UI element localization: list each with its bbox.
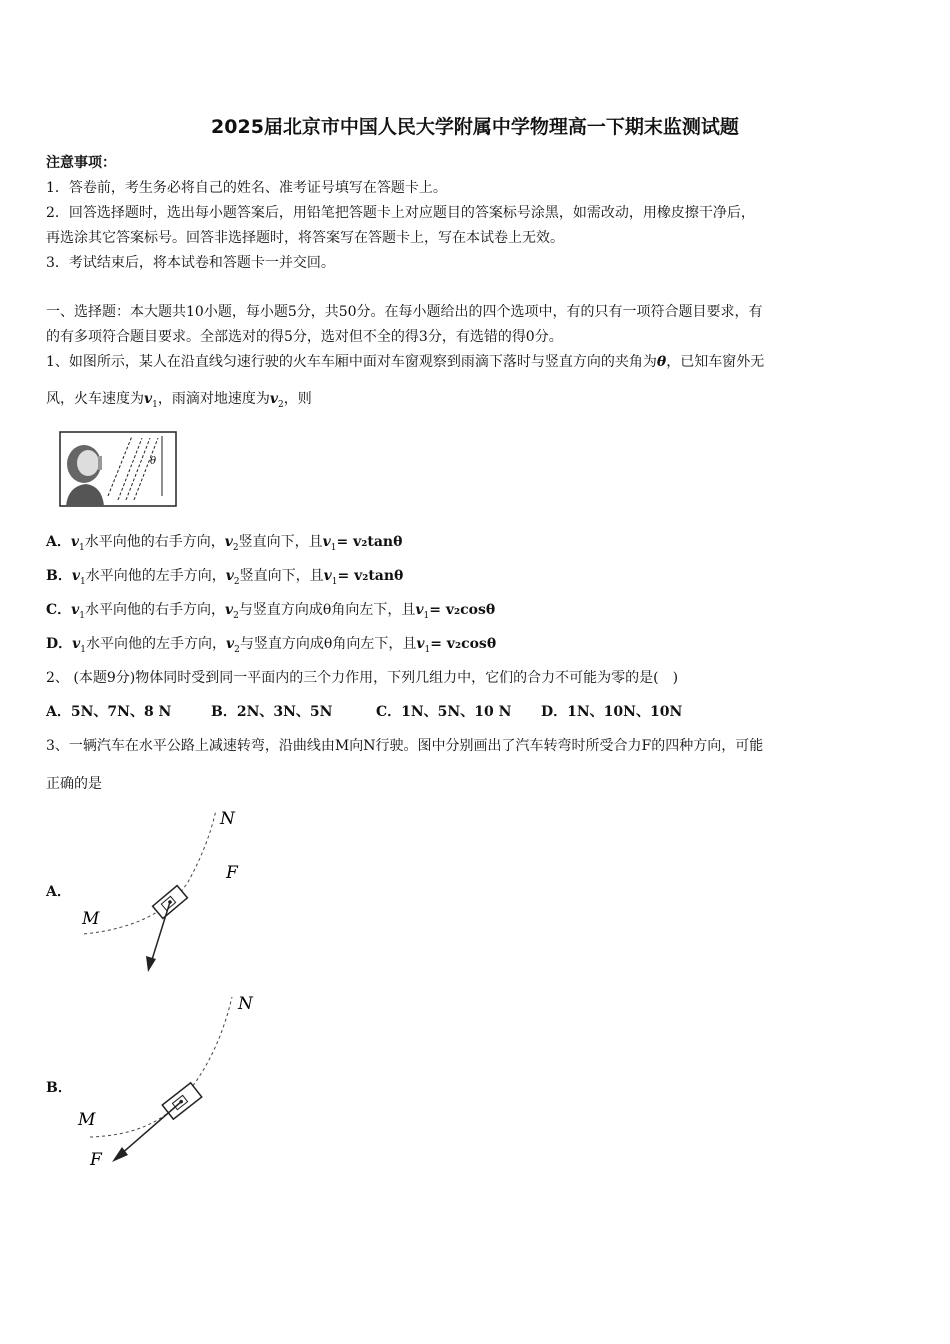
q3-option-a-label: A． [46,884,71,900]
theta-label: θ [150,456,157,467]
notice-item-3: 3．考试结束后，将本试卷和答题卡一并交回。 [46,255,335,271]
q2-option-a: A．5N、7N、8 N [46,704,172,720]
q3-figure-b [70,985,270,1175]
q1-stem-line2: 风，火车速度为$v_1$，雨滴对地速度为$v_2$，则 [46,391,312,410]
q3-stem-line2: 正确的是 [46,776,102,792]
q1-stem-line1: 1、如图所示，某人在沿直线匀速行驶的火车车厢中面对车窗观察到雨滴下落时与竖直方向的夹角为θ，已知车窗外无 [46,354,765,370]
page-title: 2025届北京市中国人民大学附属中学物理高一下期末监测试题 [211,116,739,138]
label-n: N [238,994,253,1014]
q3-option-b-label: B． [46,1080,72,1096]
notice-heading: 注意事项： [46,155,116,171]
section-intro-1: 一、选择题：本大题共10小题，每小题5分，共50分。在每小题给出的四个选项中，有的只有一项符合题目要求，有 [46,304,763,320]
q2-options [46,702,682,722]
label-f: F [90,1150,102,1170]
q1-option-a: A．$v_1$水平向他的右手方向，$v_2$竖直向下，且$v_1= v_2\tan\theta$ [46,534,403,553]
q1-option-b: B．$v_1$水平向他的左手方向，$v_2$竖直向下，且$v_1= v_2\tan\theta$ [46,568,404,587]
q1-option-c: C．$v_1$水平向他的右手方向，$v_2$与竖直方向成θ角向左下，且$v_1= v_2\cos\theta$ [46,602,496,621]
q2-option-c: C．1N、5N、10 N [376,704,512,720]
q2-stem: 2、 (本题9分)物体同时受到同一平面内的三个力作用，下列几组力中，它们的合力不可能为零的是( ) [46,670,679,686]
notice-item-2-cont: 再选涂其它答案标号。回答非选择题时，将答案写在答题卡上，写在本试卷上无效。 [46,230,564,246]
q2-option-d: D．1N、10N、10N [541,704,683,720]
q3-stem-line1: 3、一辆汽车在水平公路上减速转弯，沿曲线由M向N行驶。图中分别画出了汽车转弯时所受合力F的四种方向，可能 [46,738,764,754]
label-m: M [78,1110,96,1130]
label-m: M [82,909,100,929]
q2-option-b: B．2N、3N、5N [211,704,333,720]
notice-item-1: 1．答卷前，考生务必将自己的姓名、准考证号填写在答题卡上。 [46,180,447,196]
notice-item-2: 2．回答选择题时，选出每小题答案后，用铅笔把答题卡上对应题目的答案标号涂黑，如需改动，用橡皮擦干净后， [46,205,755,221]
q1-option-d: D．$v_1$水平向他的左手方向，$v_2$与竖直方向成θ角向左下，且$v_1= v_2\cos\theta$ [46,636,497,655]
q3-figure-a [70,800,260,980]
label-n: N [220,809,235,829]
label-f: F [226,863,238,883]
section-intro-2: 的有多项符合题目要求。全部选对的得5分，选对但不全的得3分，有选错的得0分。 [46,329,563,345]
q1-train-window-figure [58,430,178,508]
